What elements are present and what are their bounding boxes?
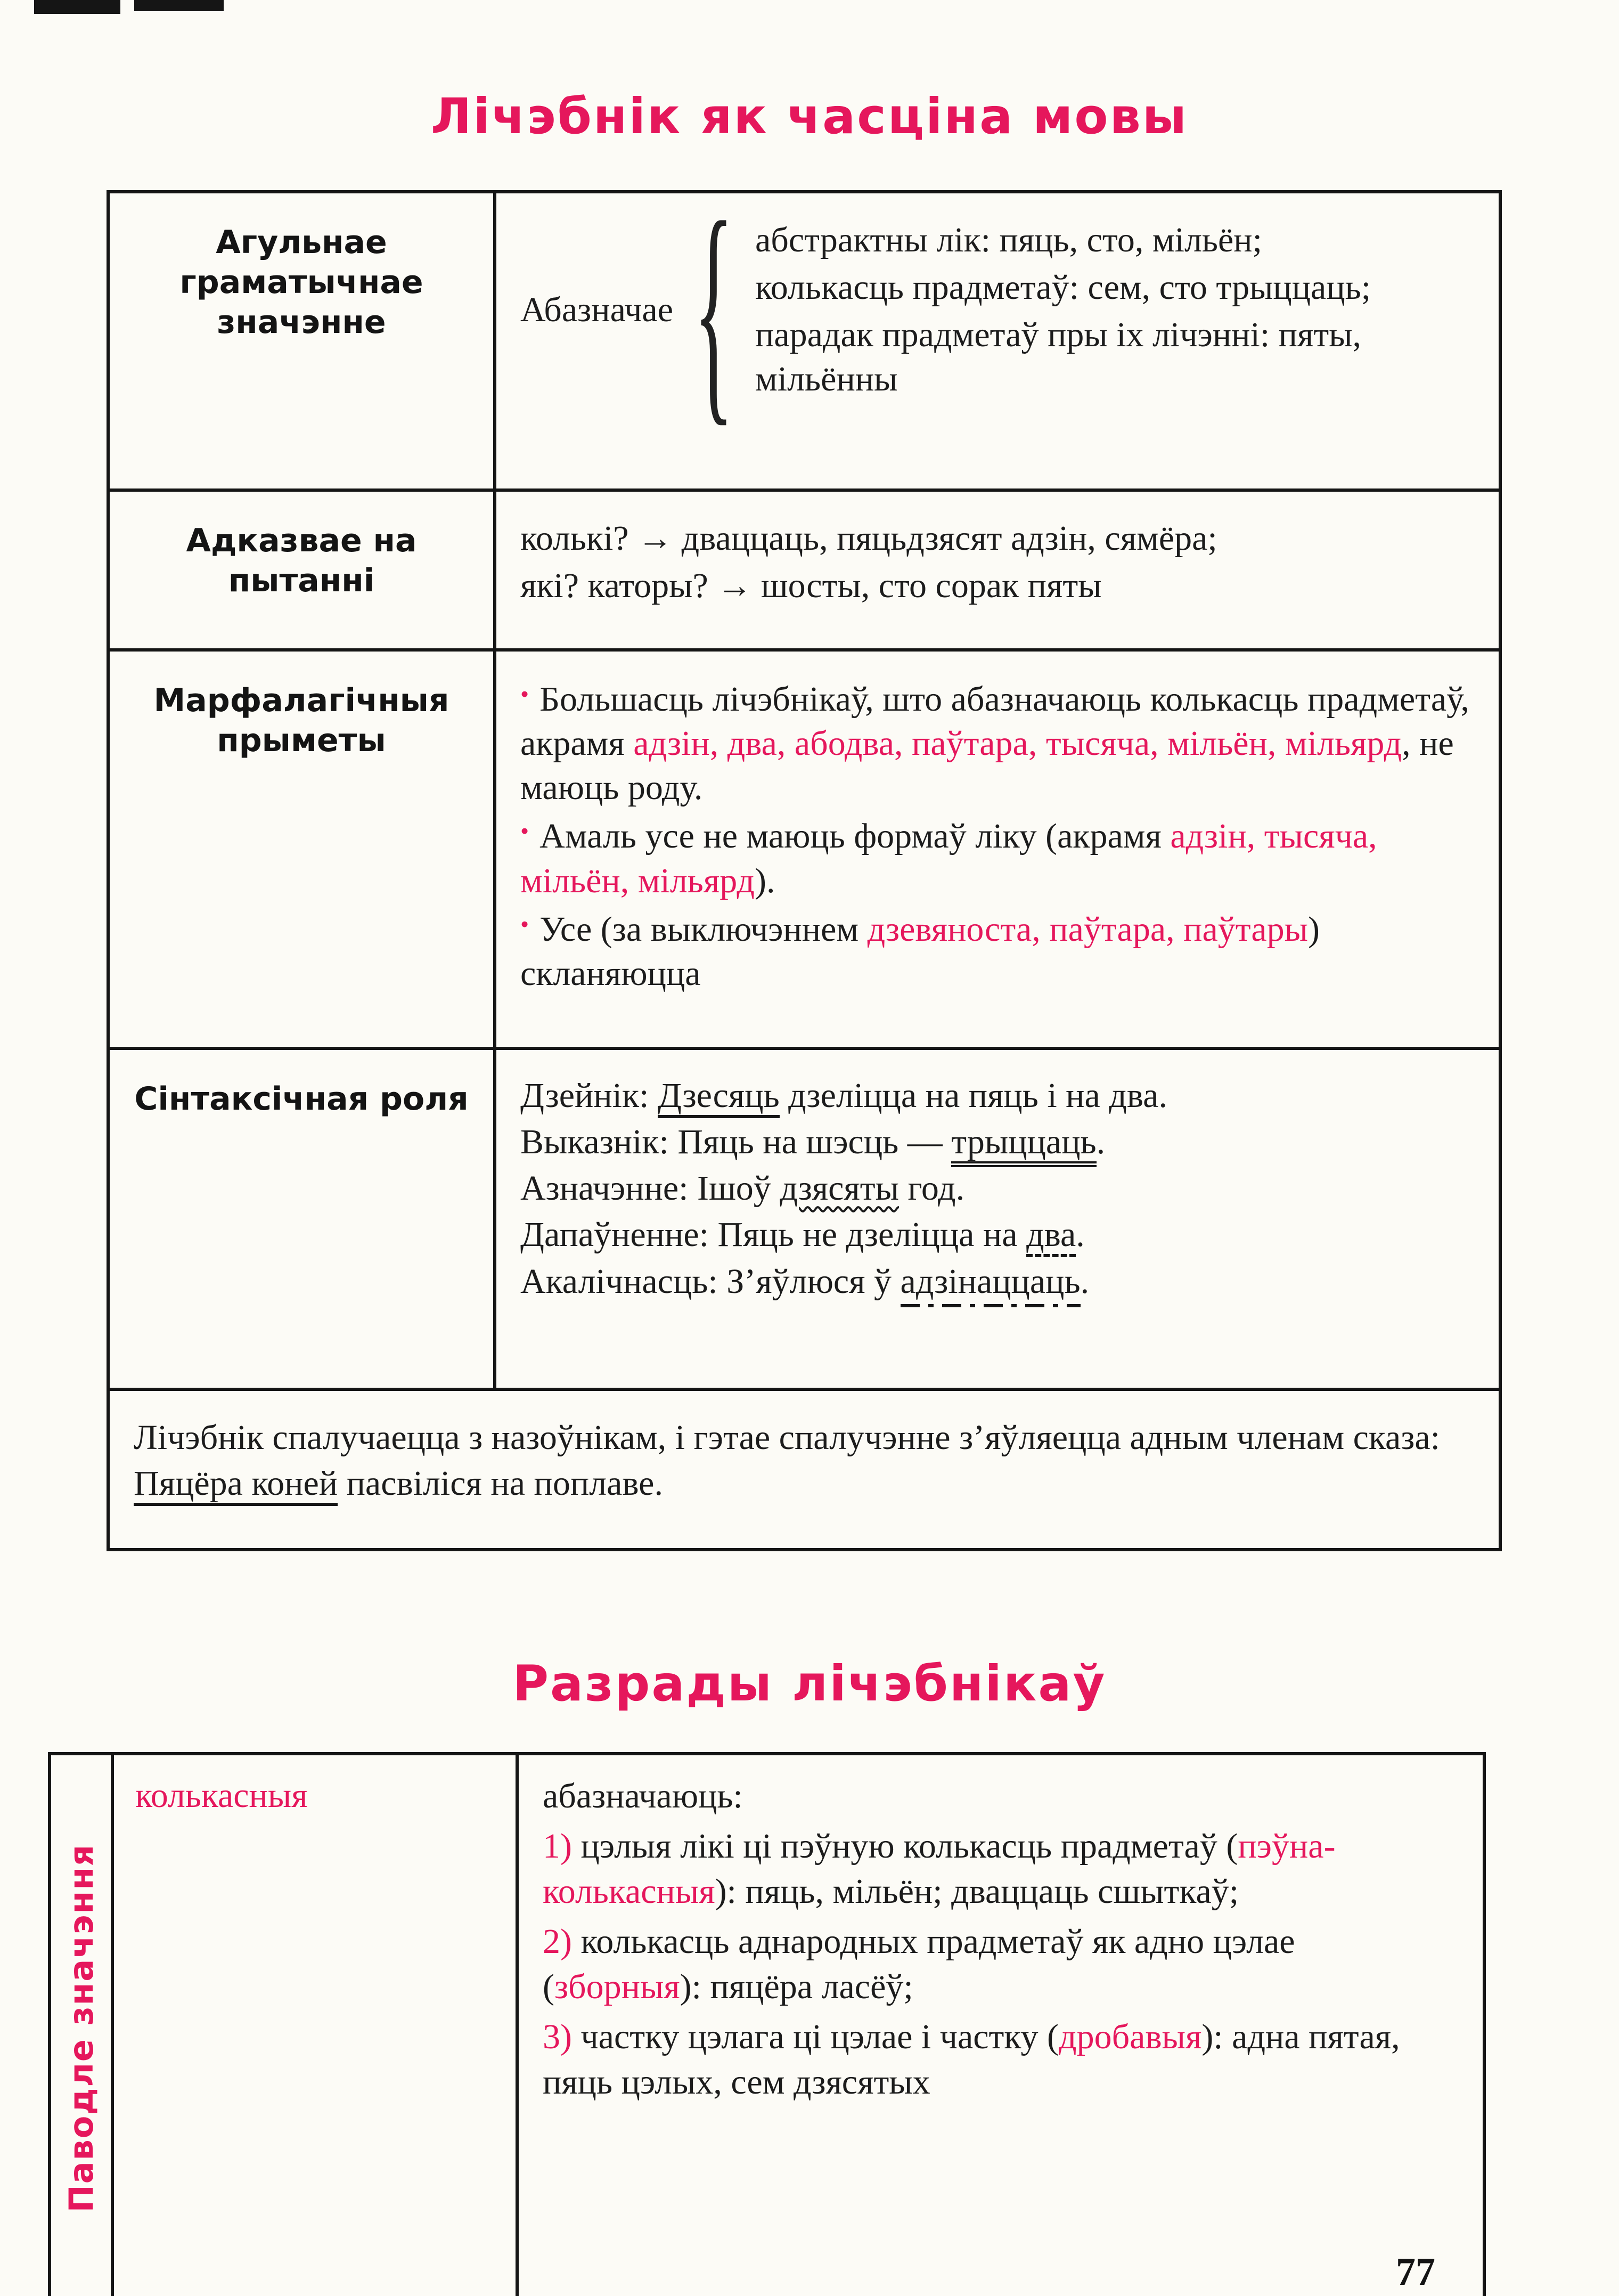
syntax-example: Дзейнік: Дзесяць дзеліцца на пяць і на два. <box>520 1073 1475 1118</box>
question-line: колькі? → дваццаць, пяцьдзясят адзін, сямёра; <box>520 519 1217 558</box>
row-content-morphology <box>496 652 1499 1047</box>
denotes-item: парадак прадметаў пры іх лічэнні: пяты, мільённы <box>755 315 1362 399</box>
table-row-questions <box>110 492 1499 652</box>
table-row-morphology <box>110 652 1499 1050</box>
bullet-icon: • <box>520 680 529 707</box>
page-number: 77 <box>1396 2250 1435 2294</box>
syntax-example: Азначэнне: Ішоў дзясяты год. <box>520 1169 965 1208</box>
morphology-bullet <box>520 907 1475 996</box>
syntax-example: Акалічнасць: З’яўлюся ў адзінаццаць. <box>520 1259 1475 1304</box>
category-item: 2) колькасць аднародных прадметаў як адно цэлае (зборныя): пяцёра ласёў; <box>543 1922 1295 2006</box>
scan-artifact <box>34 0 120 14</box>
numeral-overview-table <box>107 173 1502 1551</box>
page-title: Лічэбнік як часціна мовы <box>431 88 1188 145</box>
morphology-bullet <box>520 677 1475 810</box>
syntax-example: Дапаўненне: Пяць не дзеліцца на два. <box>520 1212 1475 1257</box>
side-label-by-meaning: Паводле значэння <box>61 1843 101 2213</box>
row-content-syntactic-role <box>496 1050 1499 1388</box>
row-content-questions <box>496 492 1499 648</box>
category-description-cell <box>519 1755 1483 2296</box>
question-line: які? каторы? → шосты, сто сорак пяты <box>520 566 1102 606</box>
bullet-icon: • <box>520 910 529 938</box>
morphology-text: Большасць лічэбнікаў, што абазначаюць колькасць прадметаў, акрамя адзін, два, абодва, паўтара, тысяча, мільён, мільярд, не маюць роду. <box>520 680 1470 808</box>
denotes-item: абстрактны лік: пяць, сто, мільён; <box>755 221 1262 259</box>
morphology-text: Амаль усе не маюць формаў ліку (акрамя адзін, тысяча, мільён, мільярд). <box>520 817 1377 900</box>
category-item: 1) цэлыя лікі ці пэўную колькасць прадметаў (пэўна-колькасныя): пяць, мільён; дваццаць сшыткаў; <box>543 1827 1336 1911</box>
table-side-column <box>51 1755 114 2296</box>
numeral-categories-table <box>48 1752 1486 2296</box>
row-header-questions: Адказвае на пытанні <box>110 492 496 648</box>
curly-brace-glyph: { <box>693 173 734 447</box>
syntax-example: Выказнік: Пяць на шэсць — трыццаць. <box>520 1120 1475 1164</box>
row-header-morphology: Марфалагічныя прыметы <box>110 652 496 1047</box>
denotes-label: Абазначае <box>520 290 674 329</box>
category-intro: абазначаюць: <box>543 1777 743 1815</box>
row-header-syntactic-role: Сінтаксічная роля <box>110 1050 496 1388</box>
morphology-text: Усе (за выключэннем дзевяноста, паўтара, паўтары) скланяюцца <box>520 909 1320 993</box>
section-title: Разрады лічэбнікаў <box>512 1655 1107 1712</box>
table-row-general-meaning <box>110 173 1499 492</box>
category-label-cardinal: колькасныя <box>135 1776 308 1815</box>
denotes-item: колькасць прадметаў: сем, сто трыццаць; <box>755 268 1371 307</box>
scan-artifact <box>134 0 224 11</box>
denotes-items <box>755 215 1475 405</box>
row-header-general-meaning: Агульнае граматычнае значэнне <box>110 193 496 488</box>
category-cell <box>114 1755 519 2296</box>
bullet-icon: • <box>520 817 529 845</box>
table-footnote: Лічэбнік спалучаецца з назоўнікам, і гэтае спалучэнне з’яўляецца адным членам сказа: Пяцёра коней пасвіліся на поплаве. <box>110 1391 1499 1548</box>
category-item: 3) частку цэлага ці цэлае і частку (дробавыя): адна пятая, пяць цэлых, сем дзясятых <box>543 2017 1400 2102</box>
table-row-syntactic-role <box>110 1050 1499 1391</box>
morphology-bullet <box>520 814 1475 902</box>
row-content-general-meaning <box>496 173 1499 488</box>
